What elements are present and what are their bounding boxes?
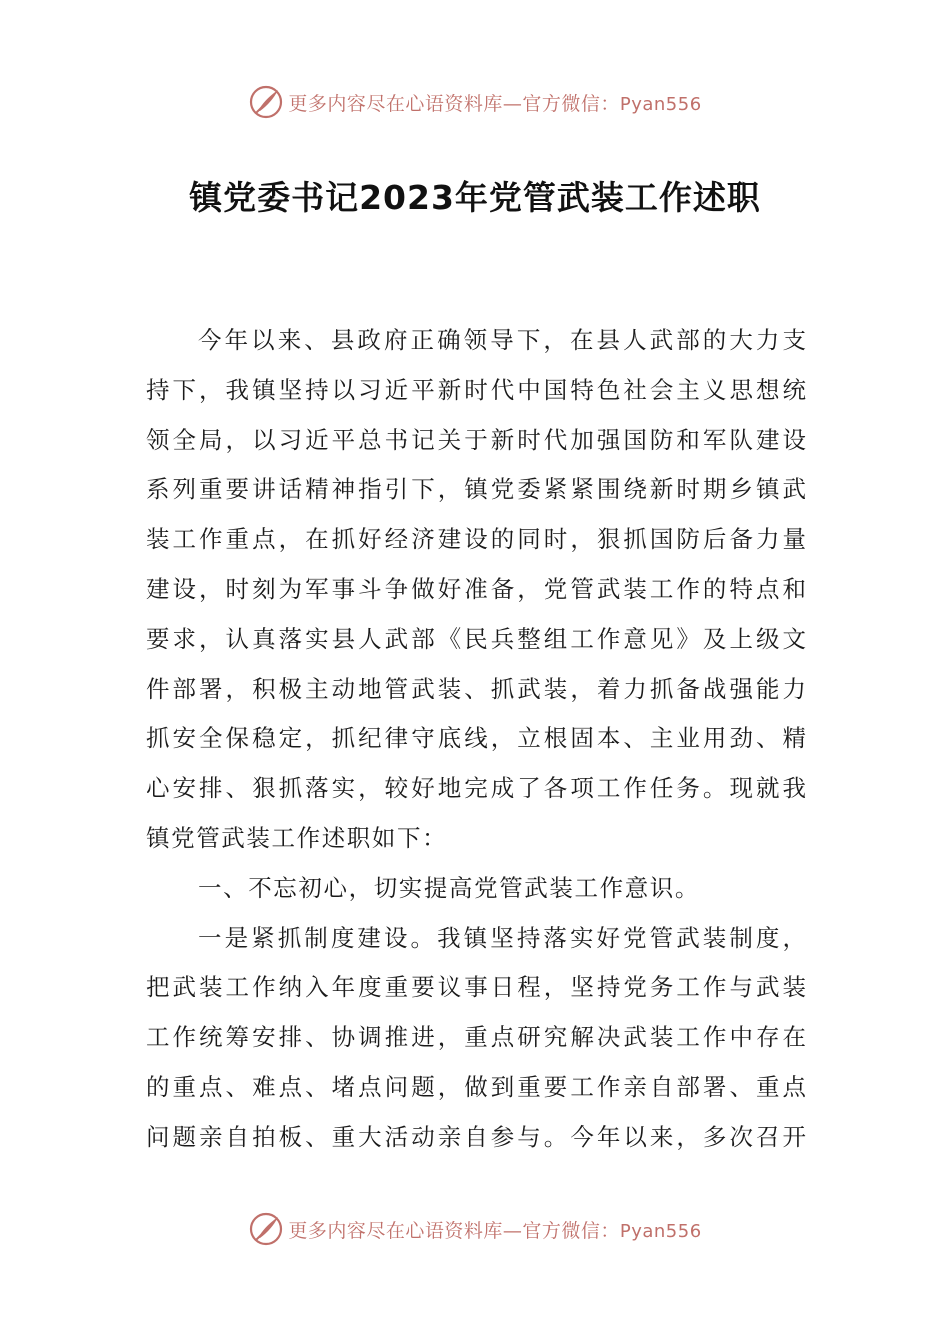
- banner-text: 更多内容尽在心语资料库—官方微信：Pyan556: [288, 1219, 702, 1242]
- body-line: 一是紧抓制度建设。我镇坚持落实好党管武装制度，: [198, 923, 806, 952]
- body-line: 今年以来、县政府正确领导下，在县人武部的大力支: [198, 326, 806, 354]
- banner-wechat-handle: Pyan556: [619, 93, 702, 115]
- body-line: 系列重要讲话精神指引下，镇党委紧紧围绕新时期乡镇武: [146, 475, 806, 504]
- body-line: 工作统筹安排、协调推进，重点研究解决武装工作中存在: [146, 1023, 806, 1052]
- body-line: 装工作重点，在抓好经济建设的同时，狠抓国防后备力量: [146, 525, 806, 554]
- body-line: 领全局，以习近平总书记关于新时代加强国防和军队建设: [146, 425, 806, 454]
- footer-banner: [0, 1209, 950, 1249]
- banner-text: 更多内容尽在心语资料库—官方微信：Pyan556: [288, 92, 702, 115]
- document-body: [146, 316, 806, 1163]
- header-banner: [0, 82, 950, 122]
- body-line: 问题亲自拍板、重大活动亲自参与。今年以来，多次召开: [146, 1122, 806, 1151]
- body-line: 把武装工作纳入年度重要议事日程，坚持党务工作与武装: [146, 973, 806, 1002]
- body-line: 件部署，积极主动地管武装、抓武装，着力抓备战强能力: [146, 674, 806, 703]
- body-line: 抓安全保稳定，抓纪律守底线，立根固本、主业用劲、精: [146, 724, 806, 753]
- body-line: 建设，时刻为军事斗争做好准备，党管武装工作的特点和: [146, 574, 806, 603]
- body-line: 的重点、难点、堵点问题，做到重要工作亲自部署、重点: [146, 1072, 806, 1101]
- body-line: 要求，认真落实县人武部《民兵整组工作意见》及上级文: [146, 624, 806, 653]
- section-heading: 一、不忘初心，切实提高党管武装工作意识。: [198, 873, 700, 902]
- body-line: 心安排、狠抓落实，较好地完成了各项工作任务。现就我: [146, 774, 806, 803]
- banner-wechat-handle: Pyan556: [619, 1220, 702, 1242]
- quill-pen-icon: [248, 1211, 284, 1247]
- body-line: 持下，我镇坚持以习近平新时代中国特色社会主义思想统: [146, 375, 806, 404]
- body-line: 镇党管武装工作述职如下：: [146, 823, 448, 852]
- document-title: 镇党委书记2023年党管武装工作述职: [189, 178, 761, 217]
- quill-pen-icon: [248, 84, 284, 120]
